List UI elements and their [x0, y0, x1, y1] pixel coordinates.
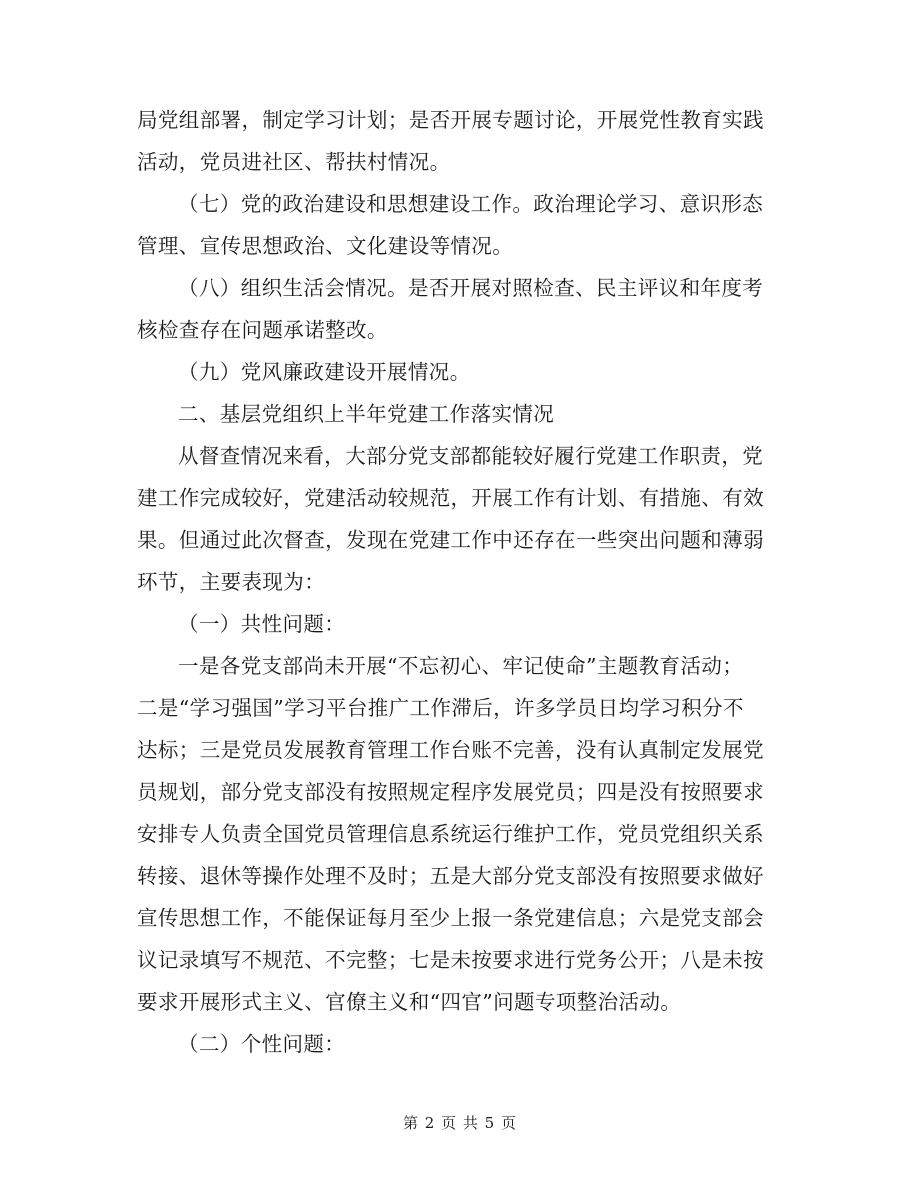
paragraph-start: 从督查情况来看，大部分党支部都能较好履行党建工作职责，党	[178, 444, 764, 468]
text-line: 达标；三是党员发展教育管理工作台账不完善，没有认真制定发展党	[137, 738, 764, 762]
subsection-common-issues: （一）共性问题：	[178, 612, 346, 636]
section-heading-8: （八）组织生活会情况。是否开展对照检查、民主评议和年度考	[178, 276, 764, 300]
text-line: 要求开展形式主义、官僚主义和“四官”问题专项整治活动。	[137, 990, 682, 1014]
section-title-2: 二、基层党组织上半年党建工作落实情况	[178, 402, 555, 426]
text-line: 果。但通过此次督查，发现在党建工作中还存在一些突出问题和薄弱	[137, 528, 764, 552]
section-heading-9: （九）党风廉政建设开展情况。	[178, 360, 471, 384]
text-line: 活动，党员进社区、帮扶村情况。	[137, 150, 451, 174]
paragraph-start: 一是各党支部尚未开展“不忘初心、牢记使命”主题教育活动；	[178, 654, 744, 678]
text-line: 管理、宣传思想政治、文化建设等情况。	[137, 234, 514, 258]
text-line: 环节，主要表现为：	[137, 570, 326, 594]
text-line: 核检查存在问题承诺整改。	[137, 318, 388, 342]
text-line: 二是“学习强国”学习平台推广工作滞后，许多学员日均学习积分不	[137, 696, 744, 720]
text-line: 安排专人负责全国党员管理信息系统运行维护工作，党员党组织关系	[137, 822, 764, 846]
text-line: 建工作完成较好，党建活动较规范，开展工作有计划、有措施、有效	[137, 486, 764, 510]
subsection-individual-issues: （二）个性问题：	[178, 1032, 346, 1056]
text-line: 宣传思想工作，不能保证每月至少上报一条党建信息；六是党支部会	[137, 906, 764, 930]
text-line: 转接、退休等操作处理不及时；五是大部分党支部没有按照要求做好	[137, 864, 764, 888]
section-heading-7: （七）党的政治建设和思想建设工作。政治理论学习、意识形态	[178, 192, 764, 216]
text-line: 局党组部署，制定学习计划；是否开展专题讨论，开展党性教育实践	[137, 108, 764, 132]
page-number: 第 2 页 共 5 页	[403, 1114, 517, 1132]
text-line: 议记录填写不规范、不完整；七是未按要求进行党务公开；八是未按	[137, 948, 764, 972]
text-line: 员规划，部分党支部没有按照规定程序发展党员；四是没有按照要求	[137, 780, 764, 804]
